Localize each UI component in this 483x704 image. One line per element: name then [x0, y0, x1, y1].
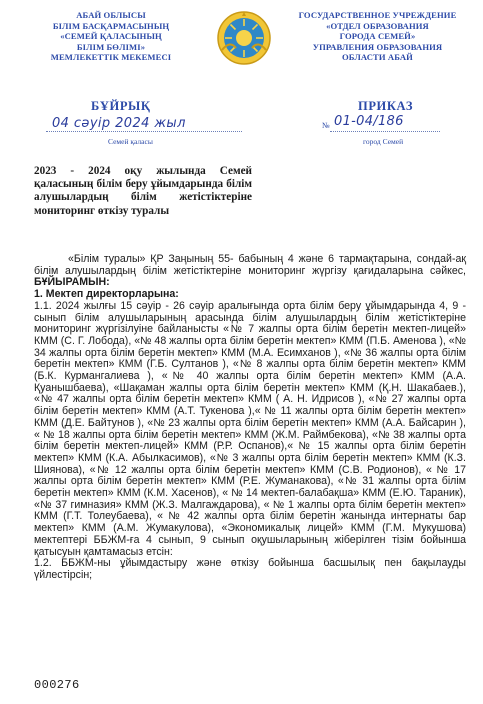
header-left-line: АБАЙ ОБЛЫСЫ: [76, 10, 146, 20]
header-right-line: «ОТДЕЛ ОБРАЗОВАНИЯ: [326, 20, 429, 31]
handwritten-date: 04 сәуір 2024 жыл: [52, 116, 186, 131]
city-kz: Семей қаласы: [108, 137, 153, 146]
date-dotted-line: [46, 131, 242, 132]
number-prefix: №: [322, 121, 330, 130]
paragraph-1-1: 1.1. 2024 жылғы 15 сәуір - 26 сәуір аралығында орта білім беру ұйымдарында 4, 9 - сынып білім алушыларының арасында білім алушылардың білім жетістіктеріне мониторинг жүргізілуіне байланысты «№ 7 жалпы орта білім беретін мектеп-лицей» КММ (С. Г. Лобода), «№ 48 жалпы орта білім беретін мектеп» КММ (П.Б. Аменова ), «№ 34 жалпы орта білім беретін мектеп» КММ (М.А. Есимханов ), «№ 36 жалпы орта білім беретін мектеп» КММ (Г.Б. Султанов ), «№ 8 жалпы орта білім беретін мектеп» КММ (Б.К. Курмангалиева ), «№ 40 жалпы орта білім беретін мектеп» КММ (А.А. Қуанышбаева), «Шақаман жалпы орта білім беретін мектеп» КММ (Қ.Н. Шакабаев.), «№ 47 жалпы орта білім беретін мектеп» КММ ( А. Н. Идрисов ), «№ 27 жалпы орта білім беретін мектеп» КММ (А.Т. Тукенова ),« № 11 жалпы орта білім беретін мектеп» КММ (Д.Е. Байтунов ), «№ 23 жалпы орта білім беретін мектеп» КММ (А.А. Байсарин ), « № 18 жалпы орта білім беретін мектеп» КММ (Ж.М. Раймбекова), «№ 38 жалпы орта білім беретін мектеп-лицей» КММ (Р.Р. Оспанов),« № 15 жалпы орта білім беретін мектеп» КММ (К.А. Абылкасимов), «№ 3 жалпы орта білім беретін мектеп» КММ (К.З. Шиянова), «№ 12 жалпы орта білім беретін мектеп» КММ (С.В. Родионов), « № 17 жалпы орта білім беретін мектеп» КММ (Р.Е. Жуманакова), «№ 31 жалпы орта білім беретін мектеп» КММ (К.М. Хасенов), « № 14 мектеп-балабақша» КММ (Е.Ю. Тараник), «№ 37 гимназия» КММ (Ж.З. Малгаждарова), « № 1 жалпы орта білім беретін мектеп» КММ (Г.Т. Толеубаева), « № 42 жалпы орта білім беретін жанында интернаты бар мектеп» КММ (А.М. Жумакулова), «Экономикалық лицей» КММ (Г.М. Мукушова) мектептері ББЖМ-ға 4 сынып, 9 сынып оқушыларының жіберілген тізім бойынша қатысуын қамтамасыз етсін:: [34, 299, 466, 558]
order-label-ru: ПРИКАЗ: [358, 99, 414, 113]
city-ru: город Семей: [363, 137, 404, 146]
command-word: БҰЙЫРАМЫН:: [34, 276, 110, 289]
header-left-kz: [26, 10, 196, 63]
header-right-line: ГОРОДА СЕМЕЙ»: [339, 31, 416, 42]
header-left-line: «СЕМЕЙ ҚАЛАСЫНЫҢ: [60, 31, 162, 42]
order-label-kz: БҰЙРЫҚ: [91, 99, 151, 113]
header-right-ru: [290, 10, 465, 63]
archive-number: 000276: [34, 678, 80, 692]
kazakhstan-state-emblem-icon: [216, 10, 272, 66]
header-right-line: УПРАВЛЕНИЯ ОБРАЗОВАНИЯ: [312, 41, 443, 52]
intro-text: «Білім туралы» ҚР Заңының 55- бабының 4 және 6 тармақтарына, сондай-ақ білім алушылардың білім жетістіктеріне мониторинг жүргізу қағидаларына сәйкес,: [34, 253, 466, 277]
document-body: [34, 254, 466, 582]
header-left-line: БІЛІМ БӨЛІМІ»: [76, 41, 146, 52]
handwritten-number: 01-04/186: [334, 114, 404, 129]
header-left-line: МЕМЛЕКЕТТІК МЕКЕМЕСІ: [50, 52, 172, 63]
paragraph-1-2: 1.2. ББЖМ-ны ұйымдастыру және өткізу бойынша басшылық пен бақылауды үйлестірсін;: [34, 557, 466, 581]
header-right-line: ОБЛАСТИ АБАЙ: [342, 52, 413, 63]
header-right-line: ГОСУДАРСТВЕННОЕ УЧРЕЖДЕНИЕ: [298, 10, 457, 20]
section-1-heading: 1. Мектеп директорларына:: [34, 288, 179, 301]
number-dotted-line: [330, 131, 440, 132]
document-title: 2023 - 2024 оқу жылында Семей қаласының білім беру ұйымдарында білім алушылардың білім жетістіктеріне мониторинг өткізу туралы: [34, 165, 252, 217]
intro-paragraph: [34, 254, 466, 289]
header-left-line: БІЛІМ БАСҚАРМАСЫНЫҢ: [52, 20, 170, 31]
